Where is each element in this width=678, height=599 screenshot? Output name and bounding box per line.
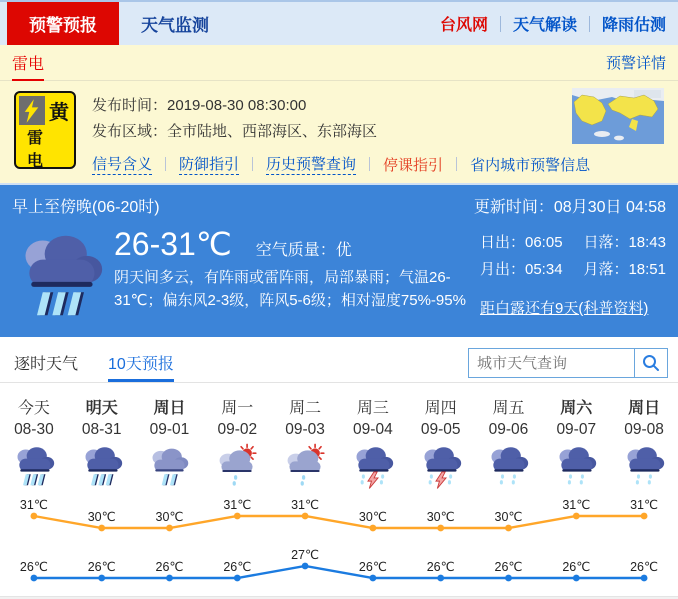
svg-text:31℃: 31℃: [223, 498, 252, 512]
lightning-warning-icon: [14, 91, 76, 169]
top-nav-links: [440, 2, 678, 45]
svg-text:26℃: 26℃: [223, 560, 252, 574]
forecast-day-label: 周四: [424, 400, 457, 417]
region-value: 全市陆地、西部海区、东部海区: [167, 123, 378, 140]
forecast-column: [610, 383, 678, 494]
forecast-date: 09-08: [624, 421, 664, 438]
forecast-column: [0, 383, 68, 494]
svg-text:26℃: 26℃: [630, 560, 659, 574]
moonset-time: 月落：18:51: [583, 261, 666, 278]
forecast-day-label: 周二: [289, 400, 322, 417]
svg-text:30℃: 30℃: [87, 510, 116, 524]
moonrise-time: 月出：05:34: [480, 261, 563, 278]
forecast-date: 08-30: [14, 421, 54, 438]
forecast-date: 09-07: [556, 421, 597, 438]
top-nav: [0, 0, 678, 45]
tab-10day-forecast[interactable]: 10天预报: [108, 345, 174, 382]
svg-text:26℃: 26℃: [426, 560, 455, 574]
region-label: 发布区域：: [92, 123, 168, 140]
forecast-weather-icon: [68, 443, 136, 494]
warning-area-map[interactable]: [572, 88, 664, 149]
city-weather-search: [468, 348, 668, 378]
svg-text:31℃: 31℃: [630, 498, 659, 512]
separator: [252, 157, 253, 171]
alert-strip: [0, 45, 678, 81]
forecast-day-label: 周六: [560, 400, 593, 417]
air-quality-label: 空气质量：: [255, 242, 336, 259]
forecast-period: 早上至傍晚(06-20时): [12, 199, 160, 216]
forecast-weather-icon: [475, 443, 543, 494]
forecast-weather-icon: [203, 443, 271, 494]
forecast-date: 09-03: [285, 421, 325, 438]
air-quality-value: 优: [335, 242, 352, 259]
link-province-warnings[interactable]: 省内城市预警信息: [470, 156, 591, 174]
warning-level-char: 黄: [49, 102, 69, 124]
forecast-day-label: 周日: [628, 400, 661, 417]
forecast-column: [542, 383, 610, 494]
forecast-weather-icon: [136, 443, 204, 494]
low-temperature-line-chart: [0, 544, 678, 596]
forecast-date: 08-31: [81, 421, 122, 438]
link-class-suspension[interactable]: 停课指引: [383, 156, 444, 174]
lightning-bolt-icon: [19, 96, 45, 125]
svg-text:30℃: 30℃: [358, 510, 387, 524]
forecast-column: [475, 383, 543, 494]
current-weather-icon: [6, 221, 114, 323]
weather-description: 阴天间多云，有阵雨或雷阵雨，局部暴雨；气温26-31℃；偏东风2-3级，阵风5-6级；相对湿度75%-95%: [114, 269, 466, 309]
link-defense-guide[interactable]: 防御指引: [179, 153, 239, 175]
forecast-date: 09-04: [353, 421, 393, 438]
link-history-query[interactable]: 历史预警查询: [266, 153, 356, 175]
forecast-weather-icon: [0, 443, 68, 494]
current-conditions-panel: [0, 183, 678, 337]
forecast-day-label: 明天: [85, 400, 118, 417]
forecast-day-label: 周五: [492, 400, 525, 417]
svg-text:30℃: 30℃: [155, 510, 184, 524]
solar-term-countdown-link[interactable]: 距白露还有9天(科普资料): [480, 300, 649, 317]
alert-body: [0, 81, 678, 183]
svg-text:26℃: 26℃: [19, 560, 48, 574]
separator: [589, 16, 590, 32]
forecast-weather-icon: [407, 443, 475, 494]
search-input[interactable]: [468, 348, 634, 378]
tab-warning-forecast[interactable]: 预警预报: [7, 2, 119, 45]
separator: [165, 157, 166, 171]
publish-time-value: 2019-08-30 08:30:00: [167, 97, 307, 114]
forecast-weather-icon: [542, 443, 610, 494]
svg-text:26℃: 26℃: [155, 560, 184, 574]
alert-type-tab[interactable]: 雷电: [12, 45, 44, 80]
forecast-weather-icon: [610, 443, 678, 494]
search-button[interactable]: [634, 348, 668, 378]
forecast-date: 09-05: [420, 421, 461, 438]
link-rain-estimate[interactable]: 降雨估测: [601, 17, 666, 34]
tab-hourly-weather[interactable]: 逐时天气: [14, 355, 79, 373]
forecast-column: [68, 383, 136, 494]
separator: [369, 157, 370, 171]
svg-text:30℃: 30℃: [494, 510, 523, 524]
sun-moon-info: [480, 221, 666, 323]
sunrise-time: 日出：06:05: [480, 234, 563, 251]
link-signal-meaning[interactable]: 信号含义: [92, 153, 152, 175]
link-typhoon-net[interactable]: 台风网: [439, 17, 488, 34]
svg-text:26℃: 26℃: [358, 560, 387, 574]
separator: [456, 157, 457, 171]
update-time: 更新时间：08月30日 04:58: [473, 199, 666, 216]
forecast-weather-icon: [339, 443, 407, 494]
tab-weather-monitor[interactable]: 天气监测: [141, 16, 209, 35]
search-icon: [642, 354, 660, 372]
forecast-day-label: 周日: [153, 400, 186, 417]
svg-text:30℃: 30℃: [426, 510, 455, 524]
high-temperature-line-chart: [0, 494, 678, 544]
svg-text:26℃: 26℃: [562, 560, 591, 574]
forecast-column: [407, 383, 475, 494]
section-gap: [0, 337, 678, 345]
separator: [500, 16, 501, 32]
alert-details-link[interactable]: 预警详情: [605, 55, 666, 72]
warning-name: 雷电: [27, 130, 52, 170]
publish-time-label: 发布时间：: [92, 97, 168, 114]
svg-text:31℃: 31℃: [562, 498, 591, 512]
svg-text:31℃: 31℃: [291, 498, 320, 512]
alert-info: [92, 91, 590, 183]
forecast-columns: [0, 383, 678, 494]
forecast-day-label: 周三: [356, 400, 389, 417]
svg-text:31℃: 31℃: [19, 498, 48, 512]
forecast-date: 09-02: [217, 421, 258, 438]
svg-text:26℃: 26℃: [494, 560, 523, 574]
forecast-day-label: 今天: [17, 400, 50, 417]
forecast-day-label: 周一: [221, 400, 254, 417]
link-weather-interpretation[interactable]: 天气解读: [512, 17, 577, 34]
forecast-column: [136, 383, 204, 494]
forecast-weather-icon: [271, 443, 339, 494]
alert-links: [92, 153, 590, 175]
svg-text:27℃: 27℃: [291, 548, 320, 562]
svg-text:26℃: 26℃: [87, 560, 116, 574]
forecast-column: [339, 383, 407, 494]
forecast-column: [203, 383, 271, 494]
forecast-column: [271, 383, 339, 494]
forecast-tabs-row: [0, 345, 678, 383]
forecast-date: 09-06: [488, 421, 529, 438]
temperature-range: 26-31℃: [114, 226, 232, 262]
forecast-date: 09-01: [149, 421, 190, 438]
sunset-time: 日落：18:43: [583, 234, 666, 251]
